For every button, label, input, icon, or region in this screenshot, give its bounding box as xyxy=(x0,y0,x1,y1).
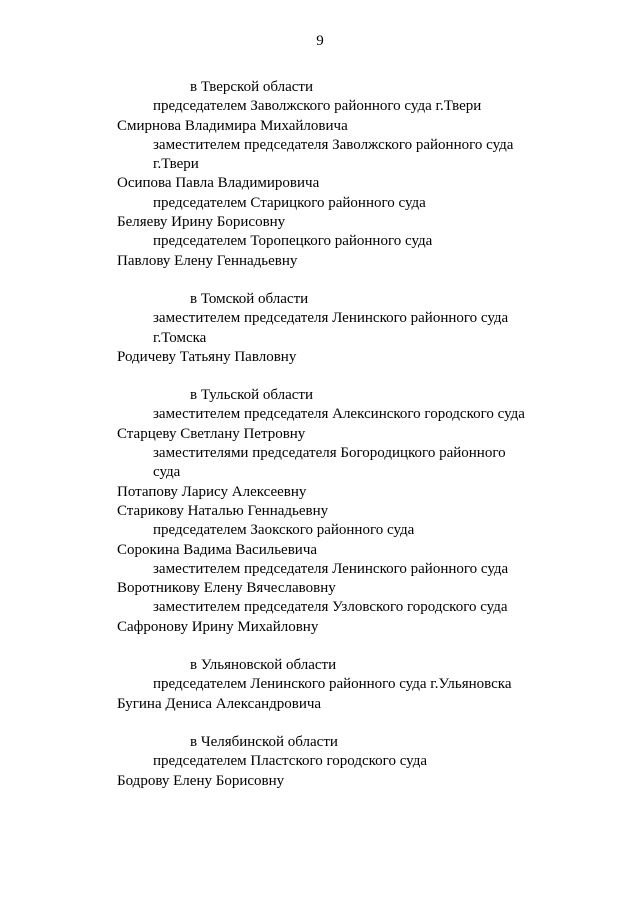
position-line-continuation: г.Твери xyxy=(153,156,199,173)
position-line: заместителем председателя Алексинского городского суда xyxy=(153,406,525,423)
position-line: заместителями председателя Богородицкого районного xyxy=(153,445,506,462)
position-line-continuation: суда xyxy=(153,464,181,481)
position-line: председателем Заволжского районного суда г.Твери xyxy=(153,98,482,115)
section-ulyanovsk xyxy=(0,656,640,714)
region-heading: в Тульской области xyxy=(190,387,314,404)
person-name: Сафронову Ирину Михайловну xyxy=(117,618,319,635)
position-line-continuation: г.Томска xyxy=(153,329,207,346)
position-line: председателем Пластского городского суда xyxy=(153,753,427,770)
person-name: Бодрову Елену Борисовну xyxy=(117,772,285,789)
position-line: заместителем председателя Ленинского районного суда xyxy=(153,310,509,327)
document-body xyxy=(0,78,640,810)
person-name: Беляеву Ирину Борисовну xyxy=(117,214,286,231)
section-tula xyxy=(0,386,640,637)
position-line: заместителем председателя Заволжского районного суда xyxy=(153,136,514,153)
person-name: Потапову Ларису Алексеевну xyxy=(117,483,307,500)
position-line: заместителем председателя Ленинского районного суда xyxy=(153,560,509,577)
position-line: председателем Старицкого районного суда xyxy=(153,194,426,211)
person-name: Воротникову Елену Вячеславовну xyxy=(117,580,336,597)
person-name: Бугина Дениса Александровича xyxy=(117,695,322,712)
region-heading: в Ульяновской области xyxy=(190,657,337,674)
position-line: председателем Ленинского районного суда г.Ульяновска xyxy=(153,676,512,693)
person-name: Старцеву Светлану Петровну xyxy=(117,425,306,442)
position-line: заместителем председателя Узловского городского суда xyxy=(153,599,508,616)
person-name: Осипова Павла Владимировича xyxy=(117,175,320,192)
position-line: председателем Торопецкого районного суда xyxy=(153,233,433,250)
section-tomsk xyxy=(0,290,640,367)
section-chelyabinsk xyxy=(0,733,640,791)
region-heading: в Челябинской области xyxy=(190,733,338,750)
person-name: Сорокина Вадима Васильевича xyxy=(117,541,318,558)
position-line: председателем Заокского районного суда xyxy=(153,522,415,539)
section-tver xyxy=(0,78,640,271)
region-heading: в Томской области xyxy=(190,290,309,307)
region-heading: в Тверской области xyxy=(190,79,314,95)
person-name: Старикову Наталью Геннадьевну xyxy=(117,502,329,519)
person-name: Родичеву Татьяну Павловну xyxy=(117,348,297,365)
person-name: Смирнова Владимира Михайловича xyxy=(117,117,348,134)
person-name: Павлову Елену Геннадьевну xyxy=(117,252,298,269)
page-number: 9 xyxy=(316,33,324,49)
